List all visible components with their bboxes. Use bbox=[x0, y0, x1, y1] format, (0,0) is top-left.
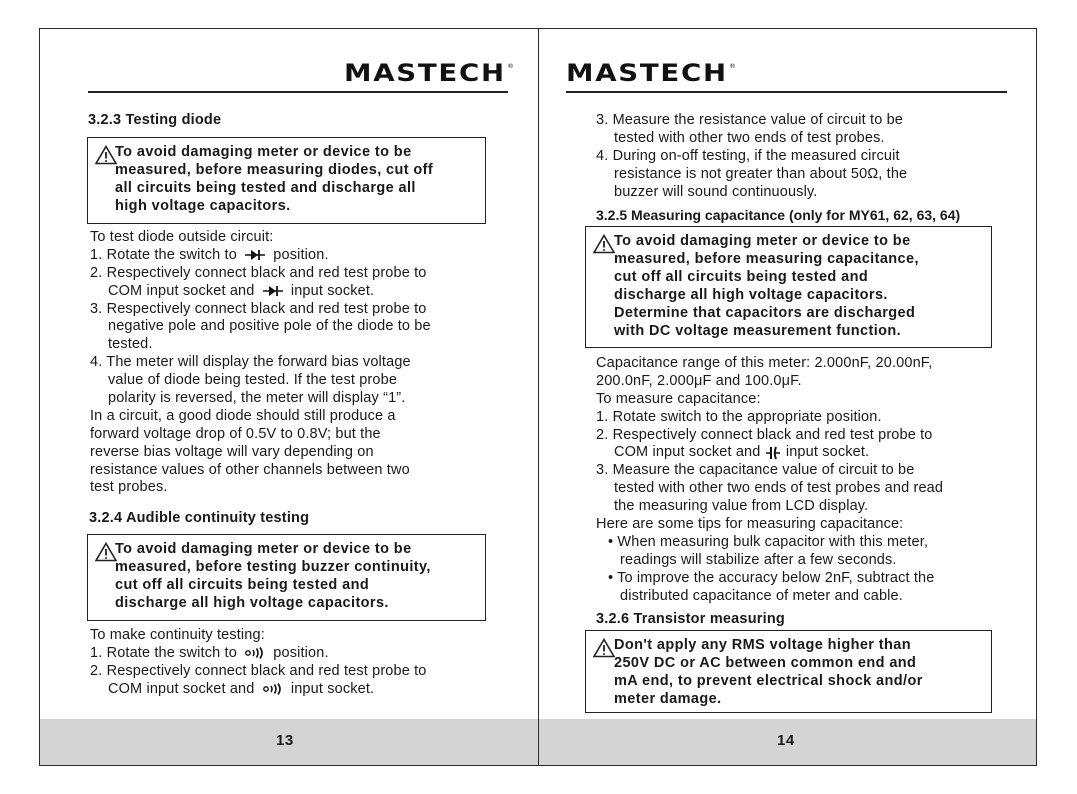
page-13 bbox=[40, 29, 539, 765]
warning-triangle-icon bbox=[593, 638, 615, 658]
page-14 bbox=[539, 29, 1036, 765]
section-heading-3-2-4: 3.2.4 Audible continuity testing bbox=[89, 510, 310, 526]
warning-triangle-icon bbox=[593, 234, 615, 254]
warning-text: To avoid damaging meter or device to be measured, before measuring diodes, cut off all circuits being tested and discharge all high voltage capacitors. bbox=[115, 144, 434, 214]
warning-box-continuity bbox=[87, 534, 486, 621]
capacitor-icon bbox=[766, 446, 780, 460]
diode-icon bbox=[263, 285, 283, 297]
warning-triangle-icon bbox=[95, 145, 117, 165]
brand-logo: MASTECH® bbox=[566, 59, 738, 87]
diode-instructions: To test diode outside circuit: 1. Rotate the switch to position. 2. Respectively connect black and red test probe to COM input socket and input socket. 3. Respectively connect black and red test probe to negative pole and positive pole of the diode to be tested. 4. The meter will display the forward bias voltage value of diode being tested. If the test probe polarity is reversed, the meter will display “1”. In a circuit, a good diode should still produce a forward voltage drop of 0.5V to 0.8V; but the reverse bias voltage will vary depending on resistance values of other channels between two test probes. bbox=[90, 229, 431, 496]
warning-text: To avoid damaging meter or device to be measured, before testing buzzer continuity, cut off all circuits being tested and discharge all high voltage capacitors. bbox=[115, 541, 431, 611]
warning-text: To avoid damaging meter or device to be measured, before measuring capacitance, cut off all circuits being tested and discharge all high voltage capacitors. Determine that capacitors are discharged with DC voltage measurement function. bbox=[614, 233, 919, 339]
page-footer bbox=[539, 719, 1036, 765]
diode-icon bbox=[245, 249, 265, 261]
warning-box-transistor bbox=[585, 630, 992, 713]
section-heading-3-2-3: 3.2.3 Testing diode bbox=[88, 112, 222, 128]
warning-text: Don't apply any RMS voltage higher than 250V DC or AC between common end and mA end, to prevent electrical shock and/or meter damage. bbox=[614, 637, 923, 707]
page-number: 13 bbox=[276, 732, 294, 749]
continuity-buzzer-icon bbox=[245, 647, 265, 659]
continuity-steps-continued: 3. Measure the resistance value of circuit to be tested with other two ends of test probes. 4. During on-off testing, if the measured circuit resistance is not greater than about 50Ω, the buzzer will sound continuously. bbox=[596, 112, 908, 200]
capacitance-instructions: Capacitance range of this meter: 2.000nF, 20.00nF, 200.0nF, 2.000μF and 100.0μF. To measure capacitance: 1. Rotate switch to the appropriate position. 2. Respectively connect black and red test probe to COM input socket and input socket. 3. Measure the capacitance value of circuit to be tested with other two ends of test probes and read the measuring value from LCD display. Here are some tips for measuring capacitance: • When measuring bulk capacitor with this meter, readings will stabilize after a few seconds. • To improve the accuracy below 2nF, subtract the distributed capacitance of meter and cable. bbox=[596, 355, 944, 604]
page-footer bbox=[40, 719, 538, 765]
page-number: 14 bbox=[777, 732, 795, 749]
manual-spread bbox=[39, 28, 1037, 766]
continuity-instructions: To make continuity testing: 1. Rotate the switch to position. 2. Respectively connect black and red test probe to COM input socket and input socket. bbox=[90, 627, 427, 697]
warning-triangle-icon bbox=[95, 542, 117, 562]
warning-box-diode bbox=[87, 137, 486, 224]
warning-box-capacitance bbox=[585, 226, 992, 348]
section-heading-3-2-6: 3.2.6 Transistor measuring bbox=[596, 611, 785, 627]
section-heading-3-2-5: 3.2.5 Measuring capacitance (only for MY61, 62, 63, 64) bbox=[596, 207, 961, 223]
brand-logo: MASTECH® bbox=[344, 59, 516, 87]
header-rule bbox=[88, 91, 508, 93]
continuity-buzzer-icon bbox=[263, 683, 283, 695]
header-rule bbox=[566, 91, 1007, 93]
